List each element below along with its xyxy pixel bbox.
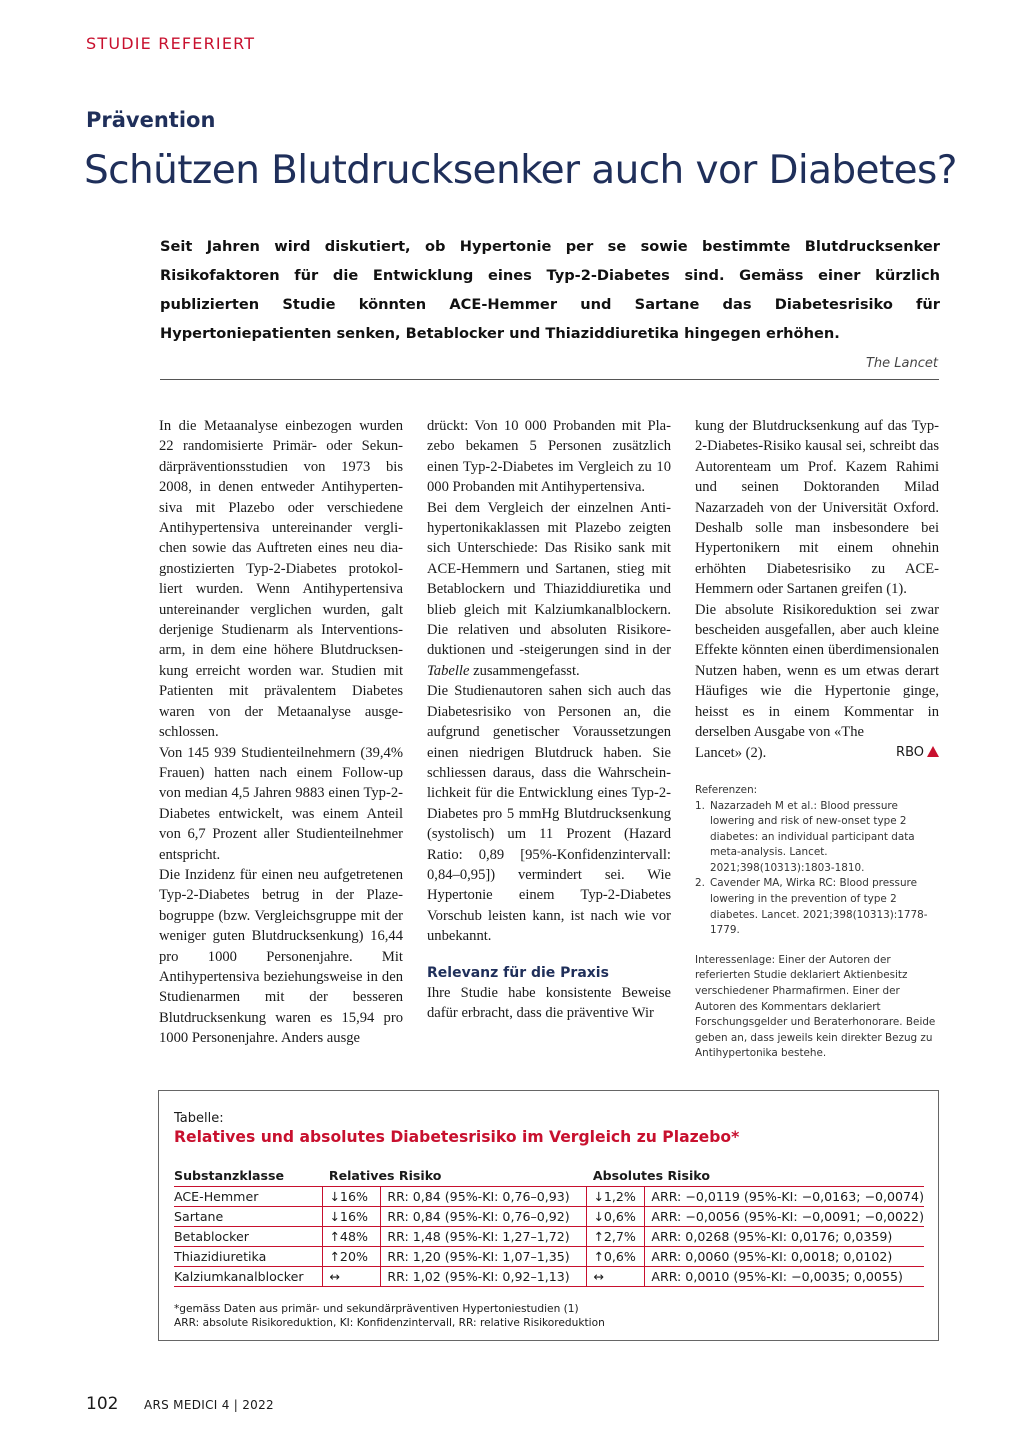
table-row: [174, 1186, 924, 1206]
table-row: [174, 1266, 924, 1286]
table-cell: Sartane: [174, 1206, 323, 1226]
table-row: [174, 1246, 924, 1266]
table-cell: ↓1,2%: [587, 1186, 645, 1206]
table-notes: [174, 1302, 924, 1330]
article-source: The Lancet: [865, 356, 938, 371]
table-cell: ARR: 0,0010 (95%-KI: −0,0035; 0,0055): [645, 1266, 924, 1286]
table-cell: ARR: 0,0060 (95%-KI: 0,0018; 0,0102): [645, 1246, 924, 1266]
table-cell: ↑2,7%: [587, 1226, 645, 1246]
body-text: Lancet» (2).: [695, 744, 767, 761]
table-cell: ↓0,6%: [587, 1206, 645, 1226]
body-column-2: [427, 416, 671, 1024]
body-paragraph: Von 145 939 Studienteilnehmern (39,4% Frauen) hatten nach einem Follow-up von median 4,5 Jahren 9883 einen Typ-2-Diabetes entwickelt, was einem Anteil von 6,7 Prozent aller Studienteilnehmer entspricht.: [159, 744, 403, 863]
reference-item: 1. Nazarzadeh M et al.: Blood pressure lowering and risk of new-onset type 2 diabetes: an individual participant data meta-analysis. Lancet. 2021;398(10313):1803-1810.: [695, 799, 915, 874]
article-title: Schützen Blutdrucksenker auch vor Diabetes?: [84, 148, 957, 193]
table-cell: ↑48%: [323, 1226, 381, 1246]
body-paragraph: Ihre Studie habe konsistente Beweise dafür erbracht, dass die präventive Wir: [427, 984, 671, 1022]
body-paragraph: In die Metaanalyse einbezogen wurden 22 randomisierte Primär- oder Sekundärpräventionsstudien von 1973 bis 2008, in denen entweder Antihypertensiva mit Plazebo oder verschiedene Antihypertensiva untereinander verglichen sowie das Auftreten eines neu diagnostizierten Typ-2-Diabetes protokolliert wurden. Wenn Antihypertensiva untereinander verglichen wurden, galt derjenige Studienarm als Interventionsarm, in dem eine höhere Blutdrucksenkung erreicht worden war. Studien mit Patienten mit prävalentem Diabetes waren von der Metaanalyse ausgeschlossen.: [159, 418, 403, 741]
table-box: [158, 1090, 939, 1341]
body-paragraph: kung der Blutdrucksenkung auf das Typ-2-Diabetes-Risiko kausal sei, schreibt das Autorenteam um Prof. Kazem Rahimi und seinen Doktoranden Milad Nazarzadeh von der Universität Oxford. Deshalb solle man insbesondere bei Hypertonikern mit einem ohnehin erhöhten Diabetesrisiko zu ACE-Hemmern oder Sartanen greifen (1).: [695, 418, 939, 598]
column-header: Substanzklasse: [174, 1166, 323, 1186]
references-list: [695, 799, 939, 939]
table-footnote: *gemäss Daten aus primär- und sekundärpräventiven Hypertoniestudien (1): [174, 1302, 579, 1315]
table-cell: RR: 1,20 (95%-KI: 1,07–1,35): [381, 1246, 587, 1266]
table-cell: RR: 1,02 (95%-KI: 0,92–1,13): [381, 1266, 587, 1286]
body-text: zusammengefasst.: [469, 662, 580, 679]
table-title: Relatives und absolutes Diabetesrisiko im Vergleich zu Plazebo*: [174, 1128, 740, 1146]
body-paragraph: [427, 498, 671, 682]
body-paragraph: Die Studienautoren sahen sich auch das Diabetesrisiko von Personen an, die aufgrund genetischer Voraussetzungen einen niedrigen Blutdruck haben. Sie schliessen daraus, dass die Wahrscheinlichkeit für die Entwicklung eines Typ-2-Diabetes pro 5 mmHg Blutdrucksenkung (systolisch) um 11 Prozent (Hazard Ratio: 0,89 [95%-Konfidenzintervall: 0,84–0,95]) vermindert sei. Wie Hypertonie einem Typ-2-Diabetes Vorschub leisten kann, ist nach wie vor unbekannt.: [427, 683, 671, 945]
body-paragraph: Die Inzidenz für einen neu aufgetretenen Typ-2-Diabetes betrug in der Plazebogruppe (bzw. Vergleichsgruppe mit der weniger guten Blutdrucksenkung) 16,44 pro 1000 Personenjahre. Mit Antihypertensiva beziehungsweise in den Studienarmen mit der besseren Blutdrucksenkung waren es 15,94 pro 1000 Personenjahre. Anders ausge: [159, 866, 403, 1047]
author-initials: RBO: [896, 744, 924, 760]
article-lead: Seit Jahren wird diskutiert, ob Hypertonie per se sowie bestimmte Blutdrucksenker Risikofaktoren für die Entwicklung eines Typ-2-Diabetes sind. Gemäss einer kürzlich publizierten Studie könnten ACE-Hemmer und Sartane das Diabetesrisiko für Hypertoniepatienten senken, Betablocker und Thiaziddiuretika hingegen erhöhen.: [160, 238, 940, 342]
table-cell: Kalziumkanalblocker: [174, 1266, 323, 1286]
body-column-3: [695, 416, 939, 1062]
table-label: Tabelle:: [174, 1111, 224, 1126]
section-label: STUDIE REFERIERT: [86, 34, 256, 53]
article-kicker: Prävention: [86, 108, 216, 132]
table-cell: RR: 1,48 (95%-KI: 1,27–1,72): [381, 1226, 587, 1246]
risk-table: [174, 1166, 924, 1287]
table-cell: ACE-Hemmer: [174, 1186, 323, 1206]
table-cell: ↓16%: [323, 1186, 381, 1206]
body-column-1: [159, 416, 403, 1049]
closing-line: [695, 743, 939, 763]
table-cell: ↔: [323, 1266, 381, 1286]
page-number: 102: [86, 1394, 119, 1414]
table-row: [174, 1206, 924, 1226]
table-cell: ↑20%: [323, 1246, 381, 1266]
table-cell: Betablocker: [174, 1226, 323, 1246]
table-abbreviations: ARR: absolute Risikoreduktion, KI: Konfidenzintervall, RR: relative Risikoreduktion: [174, 1316, 605, 1329]
body-paragraph: Die absolute Risikoreduktion sei zwar bescheiden ausgefallen, aber auch kleine Effekte könnten einen überdimensionalen Nutzen haben, wenn es um etwas derart Häufiges wie die Hypertonie ginge, heisst es in einem Kommentar in derselben Ausgabe von «The: [695, 601, 939, 741]
header-divider: [160, 379, 939, 380]
table-reference: Tabelle: [427, 662, 470, 679]
table-cell: ↓16%: [323, 1206, 381, 1226]
table-cell: ARR: 0,0268 (95%-KI: 0,0176; 0,0359): [645, 1226, 924, 1246]
end-triangle-icon: [927, 746, 939, 757]
column-header: Absolutes Risiko: [587, 1166, 924, 1186]
table-cell: ARR: −0,0119 (95%-KI: −0,0163; −0,0074): [645, 1186, 924, 1206]
table-cell: ↑0,6%: [587, 1246, 645, 1266]
reference-item: 2. Cavender MA, Wirka RC: Blood pressure lowering in the prevention of type 2 diabetes. Lancet. 2021;398(10313):1778-1779.: [695, 877, 928, 937]
table-cell: RR: 0,84 (95%-KI: 0,76–0,93): [381, 1186, 587, 1206]
references-heading: Referenzen:: [695, 783, 758, 796]
body-text: Bei dem Vergleich der einzelnen Antihypertonikaklassen mit Plazebo zeigten sich Unterschiede: Das Risiko sank mit ACE-Hemmern und Sartanen, stieg mit Betablockern und Thiaziddiuretika und blieb gleich mit Kalziumkanalblockern. Die relativen und absoluten Risikoreduktionen und -steigerungen sind in der: [427, 499, 671, 659]
table-row: [174, 1226, 924, 1246]
journal-info: ARS MEDICI 4 | 2022: [144, 1398, 274, 1412]
subheading: Relevanz für die Praxis: [427, 964, 609, 981]
table-header-row: [174, 1166, 924, 1186]
body-paragraph: drückt: Von 10 000 Probanden mit Plazebo bekamen 5 Personen zusätzlich einen Typ-2-Diabetes im Vergleich zu 10 000 Probanden mit Antihypertensiva.: [427, 418, 671, 496]
author-signature: [896, 743, 939, 763]
table-cell: ARR: −0,0056 (95%-KI: −0,0091; −0,0022): [645, 1206, 924, 1226]
table-cell: ↔: [587, 1266, 645, 1286]
conflict-of-interest: Interessenlage: Einer der Autoren der referierten Studie deklariert Aktienbesitz verschiedener Pharmafirmen. Einer der Autoren des Kommentars deklariert Forschungsgelder und Beraterhonorare. Beide geben an, dass jeweils kein direkter Bezug zu Antihypertonika bestehe.: [695, 953, 936, 1060]
column-header: Relatives Risiko: [323, 1166, 587, 1186]
table-cell: Thiazidiuretika: [174, 1246, 323, 1266]
references: [695, 783, 939, 1062]
table-cell: RR: 0,84 (95%-KI: 0,76–0,92): [381, 1206, 587, 1226]
